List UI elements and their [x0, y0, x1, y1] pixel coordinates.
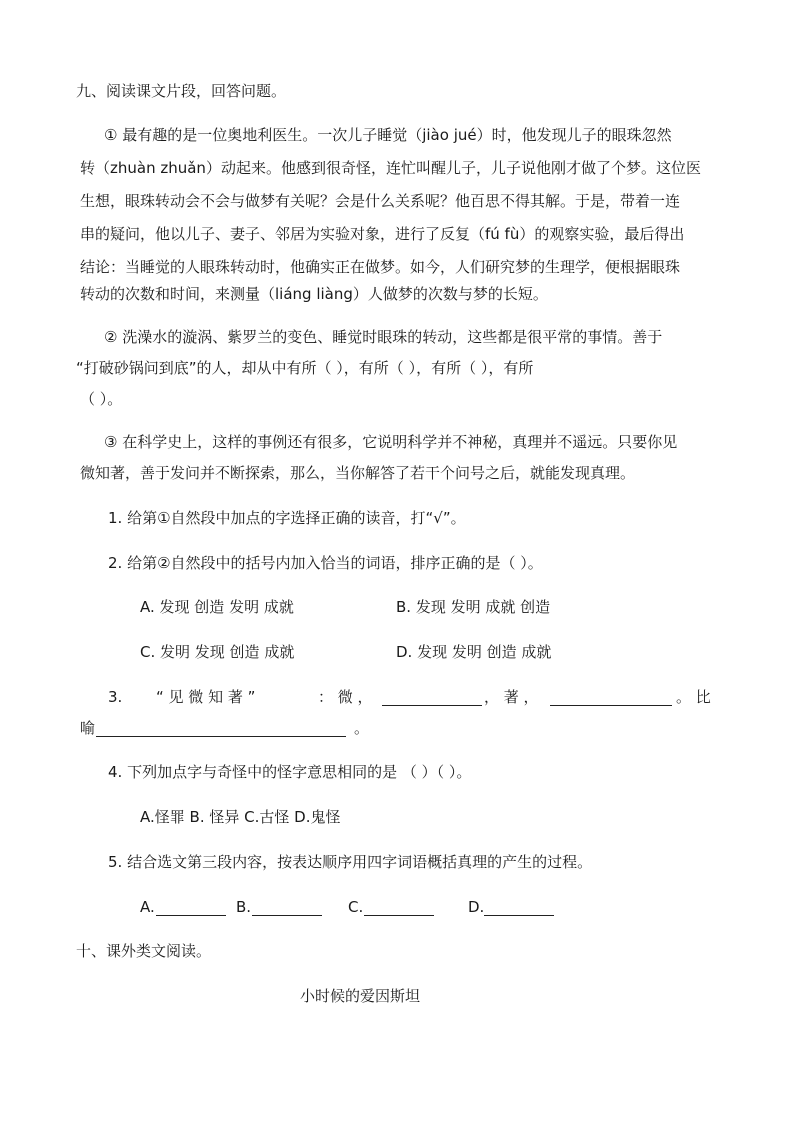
question-5: 5. 结合选文第三段内容，按表达顺序用四字词语概括真理的产生的过程。 [108, 853, 593, 871]
paragraph-1-line: 生想，眼珠转动会不会与做梦有关呢？会是什么关系呢？他百思不得其解。于是，带着一连 [80, 192, 681, 210]
question-3-quote: “ 见 微 知 著 ” [156, 688, 256, 706]
paragraph-1-line: 结论：当睡觉的人眼珠转动时，他确实正在做梦。如今，人们研究梦的生理学，便根据眼珠 [80, 258, 681, 276]
question-1: 1. 给第①自然段中加点的字选择正确的读音，打“√”。 [108, 509, 466, 527]
question-3-metaphor-blank[interactable] [96, 720, 346, 737]
section-nine-heading: 九、阅读课文片段，回答问题。 [76, 82, 287, 100]
question-2-option-a: A. 发现 创造 发明 成就 [140, 598, 294, 616]
question-2: 2. 给第②自然段中的括号内加入恰当的词语，排序正确的是（ ）。 [108, 554, 543, 572]
question-2-option-c: C. 发明 发现 创造 成就 [140, 643, 295, 661]
question-5-blank-d[interactable] [484, 899, 554, 916]
paragraph-1-line: 串的疑问，他以儿子、妻子、邻居为实验对象，进行了反复（fú fù）的观察实验，最后得出 [80, 225, 685, 243]
question-5-label-c: C. [348, 898, 364, 916]
question-5-blank-c[interactable] [364, 899, 434, 916]
question-4-options: A.怪罪 B. 怪异 C.古怪 D.鬼怪 [140, 808, 341, 826]
article-title: 小时候的爱因斯坦 [300, 987, 421, 1005]
paragraph-1-line: ① 最有趣的是一位奥地利医生。一次儿子睡觉（jiào jué）时，他发现儿子的眼珠忽然 [104, 126, 672, 144]
paragraph-1-line: 转动的次数和时间，来测量（liáng liàng）人做梦的次数与梦的长短。 [80, 285, 548, 303]
question-3-yu-label: 喻 [80, 719, 96, 737]
question-3-wei-label: ： 微 ， [318, 688, 373, 706]
question-3-number: 3. [108, 688, 123, 706]
question-5-blank-a[interactable] [156, 899, 226, 916]
paragraph-2-line: “打破砂锅问到底”的人，却从中有所（ ），有所（ ），有所（ ），有所 [76, 359, 534, 377]
question-5-label-a: A. [140, 898, 155, 916]
paragraph-2-line: ② 洗澡水的漩涡、紫罗兰的变色、睡觉时眼珠的转动，这些都是很平常的事情。善于 [104, 328, 663, 346]
question-2-option-d: D. 发现 发明 创造 成就 [396, 643, 552, 661]
paragraph-3-line: 微知著，善于发问并不断探索，那么，当你解答了若干个问号之后，就能发现真理。 [80, 464, 636, 482]
question-5-label-b: B. [236, 898, 252, 916]
question-3-wei-blank[interactable] [382, 689, 482, 706]
paragraph-2-line: （ ）。 [80, 390, 123, 408]
paragraph-1-line: 转（zhuàn zhuǎn）动起来。他感到很奇怪，连忙叫醒儿子，儿子说他刚才做了个梦。这位医 [80, 159, 701, 177]
question-4: 4. 下列加点字与奇怪中的怪字意思相同的是 （ ）（ ）。 [108, 763, 472, 781]
question-5-blank-b[interactable] [252, 899, 322, 916]
question-2-option-b: B. 发现 发明 成就 创造 [396, 598, 551, 616]
question-3-zhu-blank[interactable] [550, 689, 672, 706]
paragraph-3-line: ③ 在科学史上，这样的事例还有很多，它说明科学并不神秘，真理并不遥远。只要你见 [104, 433, 678, 451]
question-5-label-d: D. [468, 898, 485, 916]
section-ten-heading: 十、课外类文阅读。 [76, 942, 212, 960]
question-3-bi-label: 。 比 [676, 688, 711, 706]
question-3-zhu-label: ， 著 ， [484, 688, 539, 706]
question-3-end: 。 [354, 719, 370, 737]
